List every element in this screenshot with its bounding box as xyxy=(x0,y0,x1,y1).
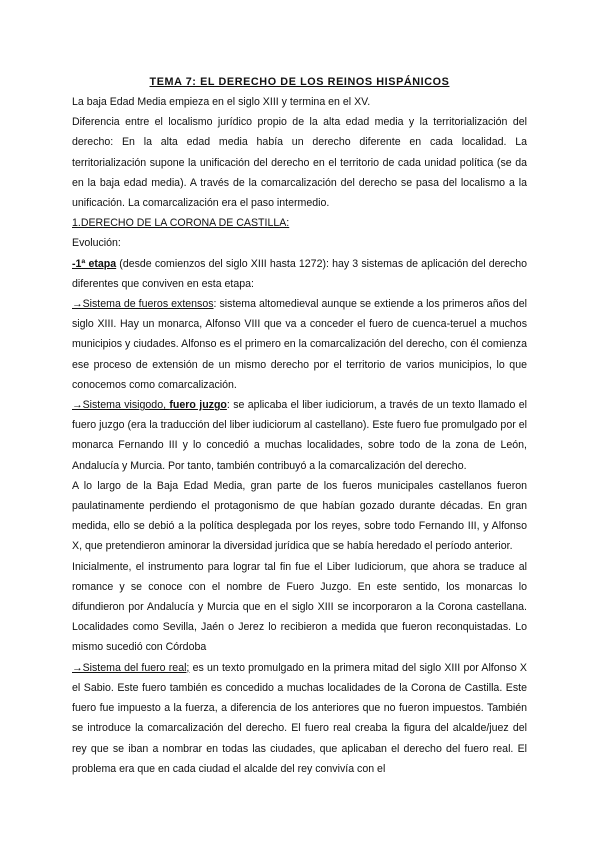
etapa-label: -1ª etapa xyxy=(72,257,117,270)
document-page xyxy=(72,72,527,779)
sistema-fueros-extensos-label: →Sistema de fueros extensos xyxy=(72,298,214,311)
fuero-juzgo-label: fuero juzgo xyxy=(169,399,227,412)
sistema-visigodo-text: : se aplicaba el liber iudiciorum, a través de un texto llamado el fuero juzgo (era la traducción del liber iudiciorum al castellano). Este fuero fue promulgado por el monarca Fernando III y lo concedió a muchas localidades, sobre todo de la zona de León, Andalucía y Murcia. Por tanto, también contribuyó a la comarcalización del derecho. xyxy=(72,399,527,472)
paragraph-etapa xyxy=(72,254,527,294)
sistema-fueros-extensos-text: : sistema altomedieval aunque se extiende a los primeros años del siglo XIII. Hay un monarca, Alfonso VIII que va a conceder el fuero de cuenca-teruel a muchos municipios y ciudades. Alfonso es el primero en la comarcalización del derecho, con él comienza ese proceso de extensión de un mismo derecho por el territorio de varios municipios, lo que conocemos como comarcalización. xyxy=(72,298,527,391)
section-heading-text: 1.DERECHO DE LA CORONA DE CASTILLA: xyxy=(72,217,290,230)
paragraph-sistema-visigodo xyxy=(72,395,527,476)
etapa-text: (desde comienzos del siglo XIII hasta 1272): hay 3 sistemas de aplicación del derecho diferentes que conviven en esta etapa: xyxy=(72,257,527,290)
sistema-visigodo-label: →Sistema visigodo, xyxy=(72,399,170,412)
paragraph-intro: La baja Edad Media empieza en el siglo XIII y termina en el XV. xyxy=(72,96,371,108)
paragraph-baja-edad-media: A lo largo de la Baja Edad Media, gran parte de los fueros municipales castellanos fueron paulatinamente perdiendo el protagonismo de que habían gozado durante décadas. En gran medida, ello se debió a la política desplegada por los reyes, sobre todo Fernando III, y Alfonso X, que pretendieron aminorar la diversidad jurídica que se había heredado el período anterior. xyxy=(72,479,527,553)
paragraph-fuero-real xyxy=(72,658,527,779)
sistema-fuero-real-text: es un texto promulgado en la primera mitad del siglo XIII por Alfonso X el Sabio. Este fuero también es concedido a muchas localidades de la Corona de Castilla. Este fuero fue impuesto a la fuerza, a diferencia de los anteriores que no fueron impuestos. También se introduce la comarcalización del derecho. El fuero real creaba la figura del alcalde/juez del rey que se iban a nombrar en todas las ciudades, que aplicaban el derecho del fuero real. El problema era que en cada ciudad el alcalde del rey convivía con el xyxy=(72,661,527,775)
section-heading-castilla xyxy=(72,213,527,233)
sistema-fuero-real-label: →Sistema del fuero real; xyxy=(72,661,190,674)
evolucion-label: Evolución: xyxy=(72,237,121,250)
paragraph-fueros-extensos xyxy=(72,294,527,395)
paragraph-territorializacion: Diferencia entre el localismo jurídico propio de la alta edad media y la territorialización del derecho: En la alta edad media había un derecho diferente en cada localidad. La territorialización supone la unificación del derecho en el territorio de cada unidad política (se da en la baja edad media). A través de la comarcalización del derecho se pasa del localismo a la unificación. La comarcalización era el paso intermedio. xyxy=(72,116,527,210)
paragraph-liber-iudiciorum: Inicialmente, el instrumento para lograr tal fin fue el Liber Iudiciorum, que ahora se traduce al romance y se conoce con el nombre de Fuero Juzgo. En este sentido, los monarcas lo difundieron por Andalucía y Murcia que en el siglo XIII se incorporaron a la Corona castellana. Localidades como Sevilla, Jaén o Jerez lo recibieron a medida que fueron reconquistadas. Lo mismo sucedió con Córdoba xyxy=(72,560,527,654)
page-title: TEMA 7: EL DERECHO DE LOS REINOS HISPÁNICOS xyxy=(149,76,450,88)
